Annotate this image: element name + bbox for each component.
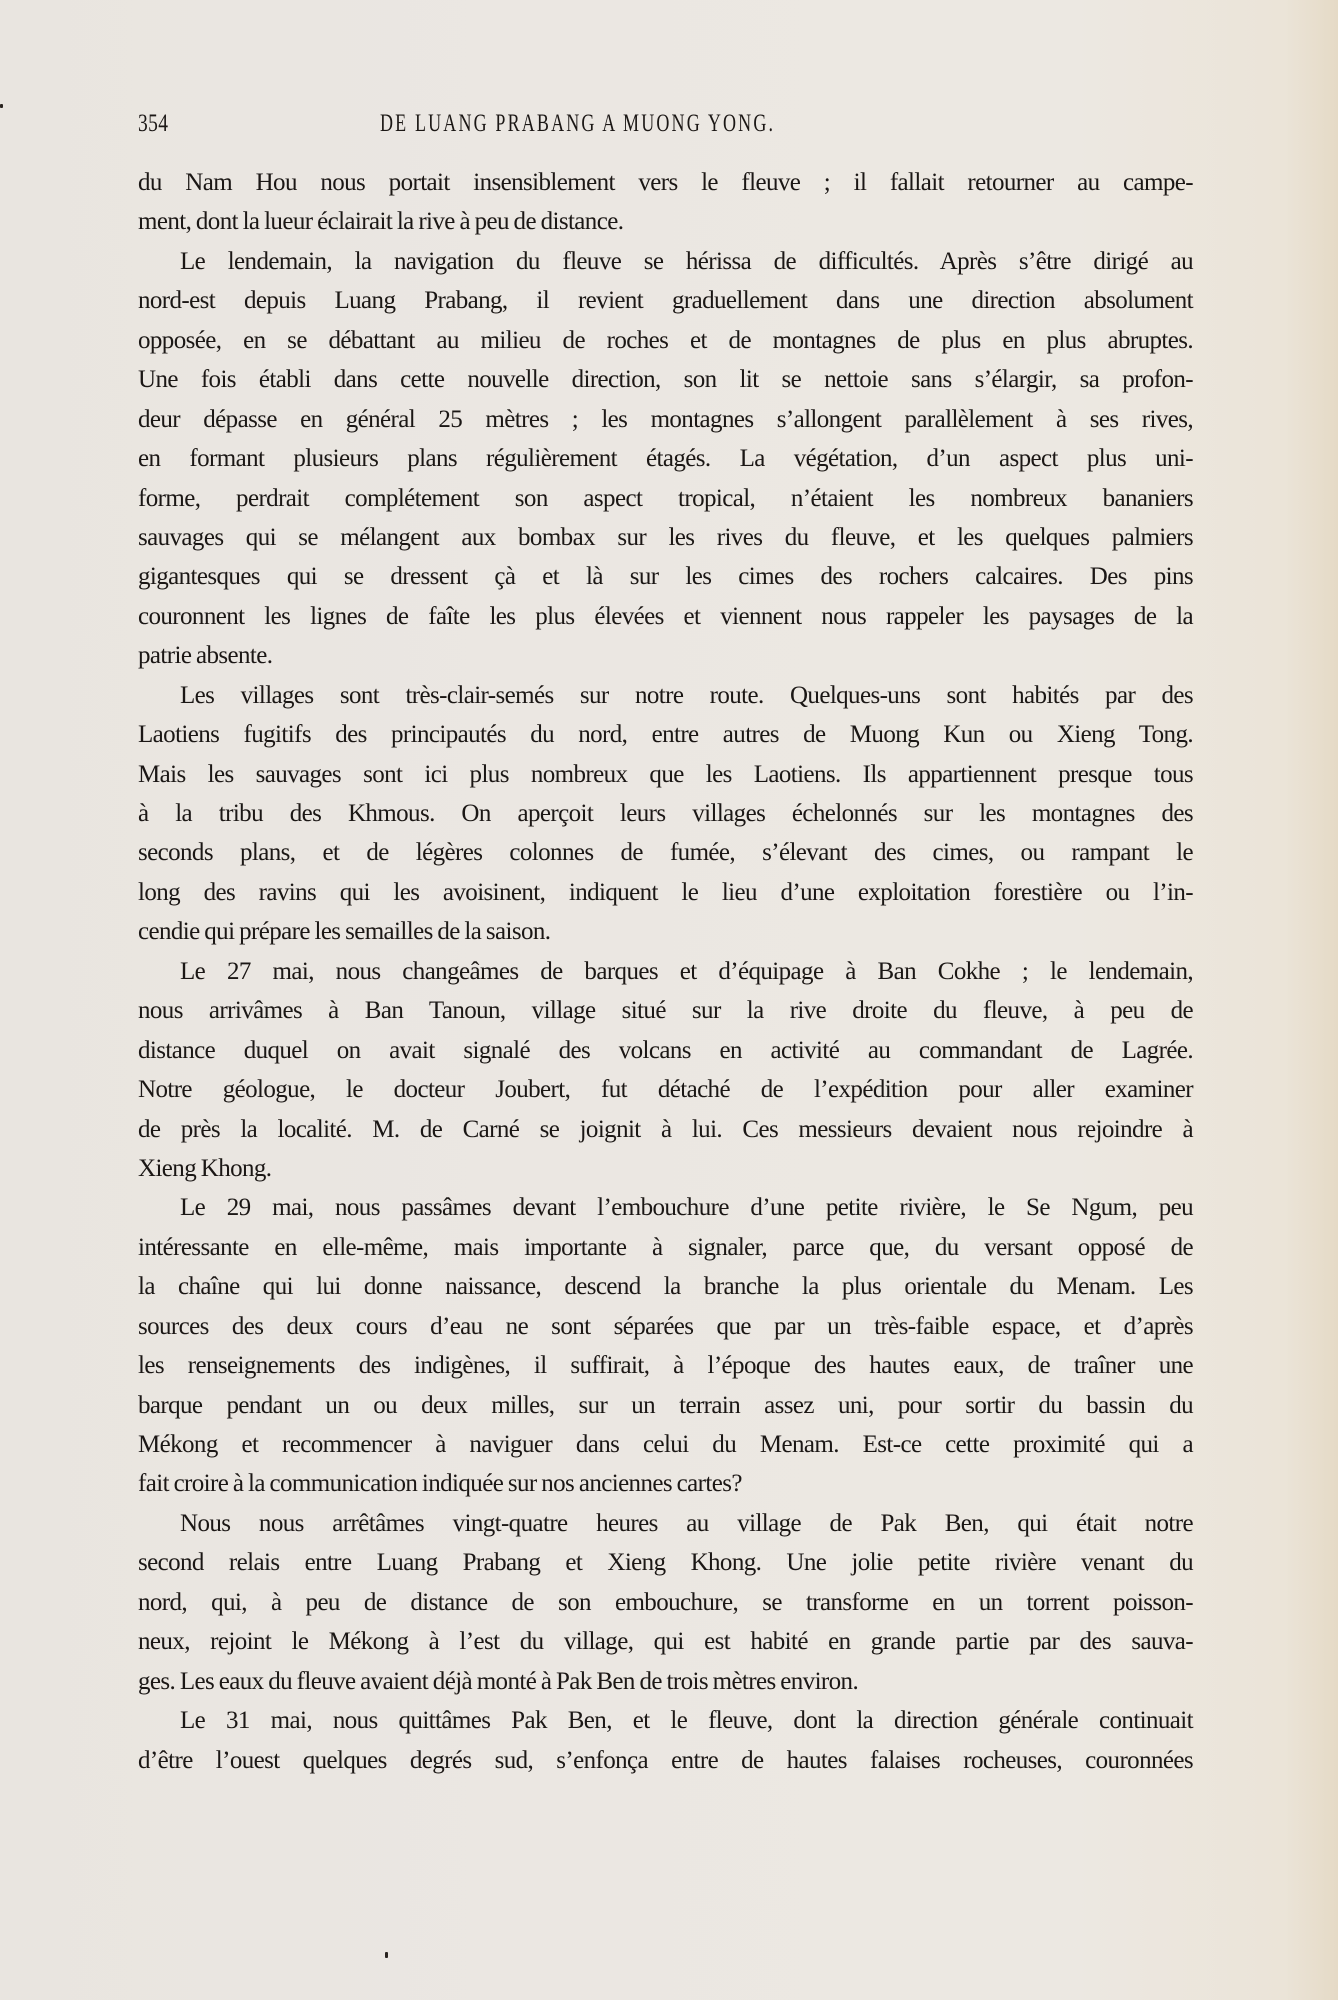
text-line: Mékong et recommencer à naviguer dans celui du Menam. Est-ce cette proximité qui a <box>138 1431 1193 1458</box>
paragraph <box>138 242 1193 676</box>
text-line: Le 31 mai, nous quittâmes Pak Ben, et le fleuve, dont la direction générale continuait <box>180 1707 1193 1735</box>
text-line: cendie qui prépare les semailles de la saison. <box>138 918 551 946</box>
text-line: Nous nous arrêtâmes vingt-quatre heures au village de Pak Ben, qui était notre <box>180 1509 1193 1537</box>
text-line: opposée, en se débattant au milieu de roches et de montagnes de plus en plus abruptes. <box>138 326 1193 354</box>
page-header <box>138 110 1193 144</box>
text-line: Le lendemain, la navigation du fleuve se hérissa de difficultés. Après s’être dirigé au <box>180 247 1193 275</box>
text-line: intéressante en elle-même, mais importante à signaler, parce que, du versant opposé de <box>138 1233 1193 1261</box>
text-line: Laotiens fugitifs des principautés du nord, entre autres de Muong Kun ou Xieng Tong. <box>138 721 1193 749</box>
paragraph <box>138 1701 1193 1780</box>
text-line: second relais entre Luang Prabang et Xieng Khong. Une jolie petite rivière venant du <box>138 1549 1193 1577</box>
text-line: nord-est depuis Luang Prabang, il revient graduellement dans une direction absolument <box>138 287 1193 315</box>
paragraph <box>138 1504 1193 1701</box>
paper-speck <box>0 104 3 108</box>
text-line: Mais les sauvages sont ici plus nombreux que les Laotiens. Ils appartiennent presque tous <box>138 760 1193 788</box>
text-line: Xieng Khong. <box>138 1154 272 1182</box>
paragraph <box>138 952 1193 1189</box>
paragraph <box>138 676 1193 952</box>
text-line: de près la localité. M. de Carné se joignit à lui. Ces messieurs devaient nous rejoindre à <box>138 1115 1193 1143</box>
text-line: long des ravins qui les avoisinent, indiquent le lieu d’une exploitation forestière ou l’in- <box>138 878 1193 906</box>
text-line: nord, qui, à peu de distance de son embouchure, se transforme en un torrent poisson- <box>138 1588 1193 1616</box>
text-line: Le 27 mai, nous changeâmes de barques et d’équipage à Ban Cokhe ; le lendemain, <box>180 957 1193 985</box>
page-number: 354 <box>138 110 169 137</box>
text-line: ment, dont la lueur éclairait la rive à peu de distance. <box>138 208 624 236</box>
text-line: couronnent les lignes de faîte les plus élevées et viennent nous rappeler les paysages de la <box>138 602 1193 630</box>
paragraph <box>138 1188 1193 1504</box>
text-line: du Nam Hou nous portait insensiblement vers le fleuve ; il fallait retourner au campe- <box>138 169 1193 196</box>
text-line: sources des deux cours d’eau ne sont séparées que par un très-faible espace, et d’après <box>138 1312 1193 1340</box>
text-line: distance duquel on avait signalé des volcans en activité au commandant de Lagrée. <box>138 1036 1193 1064</box>
text-line: la chaîne qui lui donne naissance, descend la branche la plus orientale du Menam. Les <box>138 1273 1193 1301</box>
text-line: Les villages sont très-clair-semés sur notre route. Quelques-uns sont habités par des <box>180 681 1193 709</box>
text-line: ges. Les eaux du fleuve avaient déjà monté à Pak Ben de trois mètres environ. <box>138 1667 859 1695</box>
text-line: Une fois établi dans cette nouvelle direction, son lit se nettoie sans s’élargir, sa profon- <box>138 366 1193 394</box>
text-line: Notre géologue, le docteur Joubert, fut détaché de l’expédition pour aller examiner <box>138 1076 1193 1104</box>
text-line: les renseignements des indigènes, il suffirait, à l’époque des hautes eaux, de traîner une <box>138 1352 1193 1380</box>
text-line: deur dépasse en général 25 mètres ; les montagnes s’allongent parallèlement à ses rives, <box>138 405 1193 433</box>
text-line: Le 29 mai, nous passâmes devant l’embouchure d’une petite rivière, le Se Ngum, peu <box>180 1194 1193 1222</box>
text-line: sauvages qui se mélangent aux bombax sur les rives du fleuve, et les quelques palmiers <box>138 523 1193 551</box>
running-title: DE LUANG PRABANG A MUONG YONG. <box>380 110 776 137</box>
paper-speck <box>385 1952 388 1958</box>
text-line: d’être l’ouest quelques degrés sud, s’enfonça entre de hautes falaises rocheuses, couronnées <box>138 1746 1193 1774</box>
text-line: patrie absente. <box>138 642 273 670</box>
text-line: gigantesques qui se dressent çà et là sur les cimes des rochers calcaires. Des pins <box>138 563 1193 591</box>
text-line: à la tribu des Khmous. On aperçoit leurs villages échelonnés sur les montagnes des <box>138 800 1193 827</box>
text-line: neux, rejoint le Mékong à l’est du village, qui est habité en grande partie par des sauva- <box>138 1628 1193 1656</box>
paragraph <box>138 163 1193 242</box>
body-text <box>138 163 1193 1780</box>
text-line: forme, perdrait complétement son aspect tropical, n’étaient les nombreux bananiers <box>138 484 1193 512</box>
text-line: nous arrivâmes à Ban Tanoun, village situé sur la rive droite du fleuve, à peu de <box>138 997 1193 1025</box>
text-line: barque pendant un ou deux milles, sur un terrain assez uni, pour sortir du bassin du <box>138 1391 1193 1419</box>
text-line: seconds plans, et de légères colonnes de fumée, s’élevant des cimes, ou rampant le <box>138 839 1193 867</box>
text-line: fait croire à la communication indiquée sur nos anciennes cartes? <box>138 1470 742 1498</box>
text-line: en formant plusieurs plans régulièrement étagés. La végétation, d’un aspect plus uni- <box>138 445 1193 473</box>
